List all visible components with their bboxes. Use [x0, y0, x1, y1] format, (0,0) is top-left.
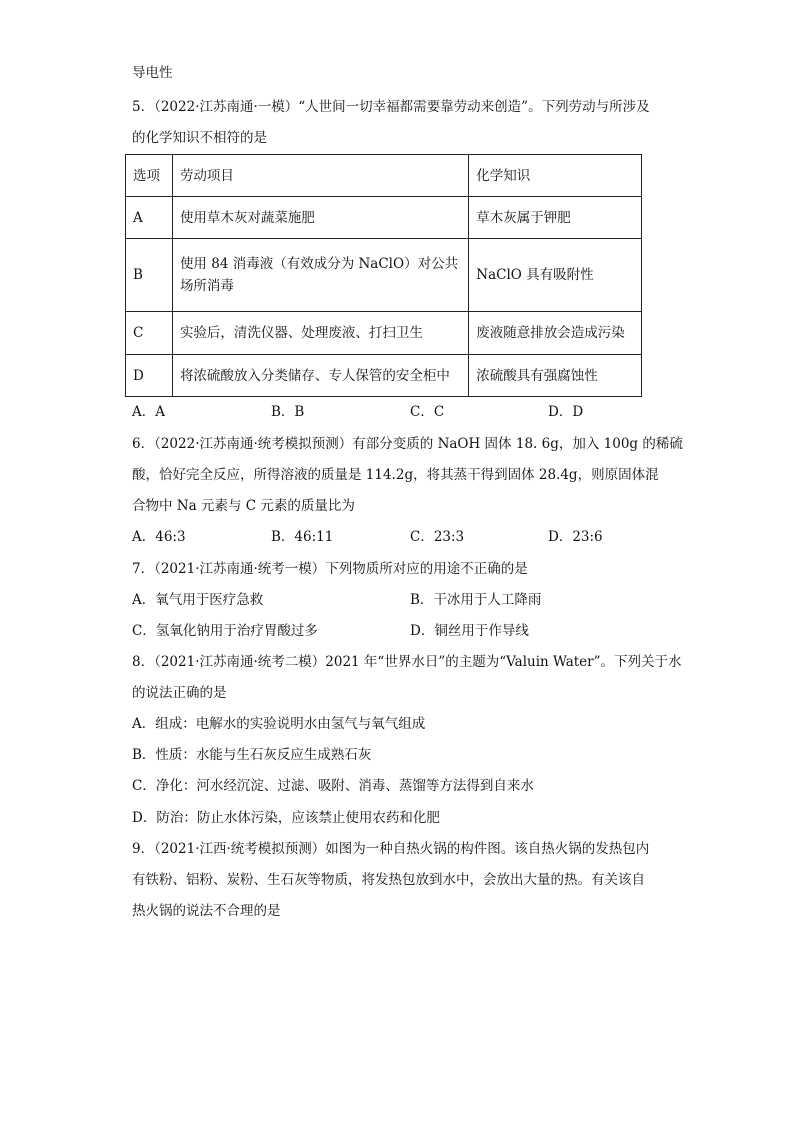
table-cell-knowledge: 草木灰属于钾肥 — [469, 197, 642, 239]
q5-stem-line-1: 5．（2022·江苏南通·一模）“人世间一切幸福都需要靠劳动来创造”。下列劳动与所涉及 — [132, 99, 650, 115]
table-cell-labor: 使用 84 消毒液（有效成分为 NaClO）对公共场所消毒 — [172, 239, 468, 312]
q6-option-a: A．46:3 — [132, 529, 186, 545]
q8-option-a: A．组成：电解水的实验说明水由氢气与氧气组成 — [132, 716, 426, 732]
q5-table — [125, 154, 642, 397]
q7-option-a: A．氧气用于医疗急救 — [132, 592, 264, 608]
table-header-cell: 选项 — [126, 155, 173, 197]
q9-stem-line-2: 有铁粉、铝粉、炭粉、生石灰等物质，将发热包放到水中，会放出大量的热。有关该自 — [132, 872, 645, 888]
table-cell-knowledge: 废液随意排放会造成污染 — [469, 312, 642, 355]
table-row — [126, 355, 642, 397]
q8-option-d: D．防治：防止水体污染，应该禁止使用农药和化肥 — [132, 810, 440, 826]
table-cell-option: B — [126, 239, 173, 312]
q6-stem-line-2: 酸，恰好完全反应，所得溶液的质量是 114.2g，将其蒸干得到固体 28.4g，则原固体混 — [132, 467, 659, 483]
q6-option-b: B．46:11 — [271, 529, 334, 545]
q8-stem-line-2: 的说法正确的是 — [132, 685, 227, 701]
q5-option-a: A．A — [132, 404, 165, 420]
q7-option-c: C．氢氧化钠用于治疗胃酸过多 — [132, 623, 318, 639]
q5-option-b: B．B — [271, 404, 305, 420]
table-cell-labor: 将浓硫酸放入分类储存、专人保管的安全柜中 — [172, 355, 468, 397]
table-header-cell: 劳动项目 — [172, 155, 468, 197]
table-cell-option: D — [126, 355, 173, 397]
table-header-row — [126, 155, 642, 197]
table-cell-labor: 使用草木灰对蔬菜施肥 — [172, 197, 468, 239]
q8-stem-line-1: 8．（2021·江苏南通·统考二模）2021 年“世界水日”的主题为“Valuin Water”。下列关于水 — [132, 654, 682, 670]
q9-stem-line-3: 热火锅的说法不合理的是 — [132, 903, 281, 919]
q6-option-d: D．23:6 — [548, 529, 603, 545]
table-cell-labor: 实验后，清洗仪器、处理废液、打扫卫生 — [172, 312, 468, 355]
q8-option-c: C．净化：河水经沉淀、过滤、吸附、消毒、蒸馏等方法得到自来水 — [132, 778, 534, 794]
table-cell-option: A — [126, 197, 173, 239]
table-row — [126, 312, 642, 355]
table-row — [126, 197, 642, 239]
table-row — [126, 239, 642, 312]
table-cell-option: C — [126, 312, 173, 355]
q6-stem-line-1: 6．（2022·江苏南通·统考模拟预测）有部分变质的 NaOH 固体 18. 6g，加入 100g 的稀硫 — [132, 436, 683, 452]
table-header-cell: 化学知识 — [469, 155, 642, 197]
q6-stem-line-3: 合物中 Na 元素与 C 元素的质量比为 — [132, 498, 355, 514]
q5-stem-line-2: 的化学知识不相符的是 — [132, 130, 267, 146]
q9-stem-line-1: 9．（2021·江西·统考模拟预测）如图为一种自热火锅的构件图。该自热火锅的发热包内 — [132, 841, 650, 857]
table-cell-knowledge: NaClO 具有吸附性 — [469, 239, 642, 312]
q5-option-d: D．D — [548, 404, 584, 420]
table-cell-knowledge: 浓硫酸具有强腐蚀性 — [469, 355, 642, 397]
q7-option-d: D．铜丝用于作导线 — [410, 623, 529, 639]
q5-option-c: C．C — [410, 404, 445, 420]
carry-over-text: 导电性 — [132, 65, 173, 81]
q8-option-b: B．性质：水能与生石灰反应生成熟石灰 — [132, 747, 372, 763]
q7-stem-line-1: 7．（2021·江苏南通·统考一模）下列物质所对应的用途不正确的是 — [132, 561, 528, 577]
q7-option-b: B．干冰用于人工降雨 — [410, 592, 542, 608]
q6-option-c: C．23:3 — [410, 529, 465, 545]
